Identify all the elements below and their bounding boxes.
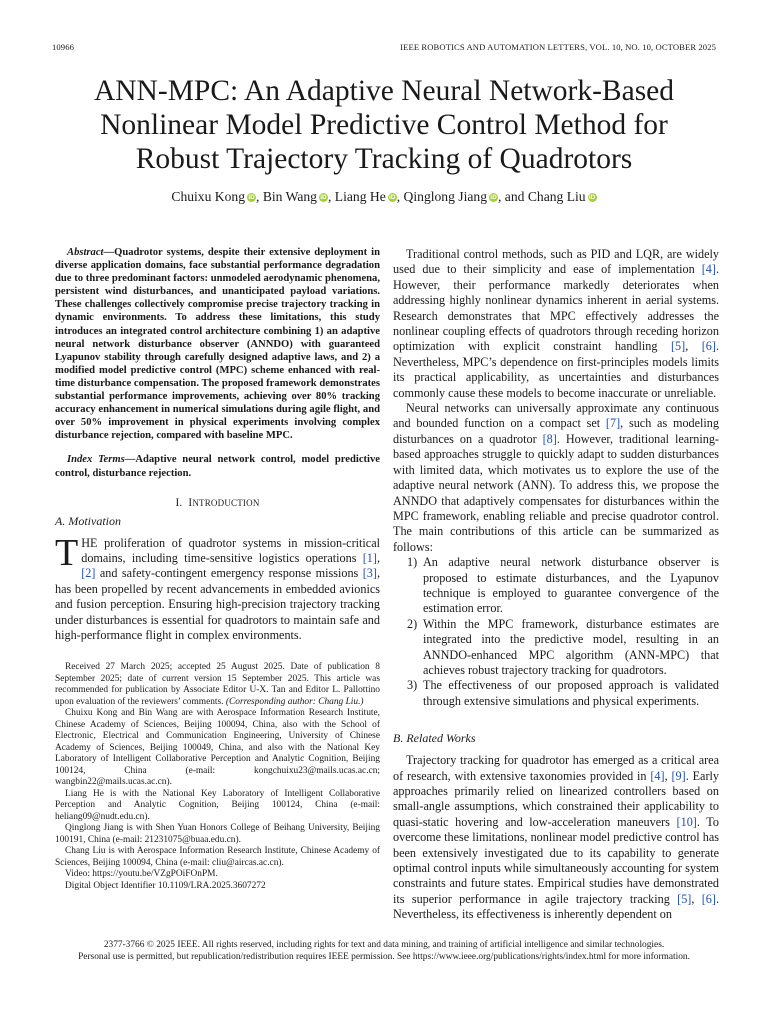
body-text: HE proliferation of quadrotor systems in mission-critical domains, including time-sensitive logistics operations xyxy=(81,535,380,565)
body-text: . However, traditional learning-based approaches struggle to quickly adapt to sudden disturbances with limited data, which motivates us to explore the use of the adaptive neural network (ANN). To address this, we propose the ANNDO that adaptively compensates for disturbances within the MPC framework, enabling reliable and precise quadrotor control. The main contributions of this article can be summarized as follows: xyxy=(393,431,719,554)
orcid-icon[interactable]: iD xyxy=(248,194,255,201)
corresponding-author: (Corresponding author: Chang Liu.) xyxy=(225,696,364,707)
citation-link[interactable]: [6] xyxy=(701,891,716,906)
footnote-video-link[interactable]: Video: https://youtu.be/VZgPOiFOnPM. xyxy=(65,869,218,880)
body-text: . Early approaches primarily relied on linearized controllers based on small-angle assumptions, which constrained their applicability to quasi-static hovering and low-acceleration maneuvers xyxy=(393,768,719,829)
footnote-affiliation: Chuixu Kong and Bin Wang are with Aerospace Information Research Institute, Chinese Academy of Sciences, Beijing 100094, China, also with the School of Electronic, Electrical and Communication Engineering, University of Chinese Academy of Sciences, Beijing 100049, China, and also with the National Key Laboratory of Intelligent Collaborative Perception and Analytic Cognition, Beijing 100124, China (e-mail: kongchuixu23@mails.ucas.ac.cn; wangbin22@mails.ucas.ac.cn). xyxy=(55,708,380,788)
list-number: 3) xyxy=(407,678,418,693)
section-heading-introduction xyxy=(55,497,380,509)
footnote-affiliation: Liang He is with the National Key Laboratory of Intelligent Collaborative Perception and Analytic Cognition, Beijing 100124, China (e-mail: heliang09@nudt.edu.cn). xyxy=(55,788,380,822)
index-terms-dash: — xyxy=(124,454,136,466)
copyright-line: Personal use is permitted, but republication/redistribution requires IEEE permission. See https://www.ieee.org/publications/rights/index.html for more information. xyxy=(78,952,690,962)
body-text: , xyxy=(685,339,702,354)
footnote-doi[interactable]: Digital Object Identifier 10.1109/LRA.2025.3607272 xyxy=(65,880,266,891)
orcid-icon[interactable]: iD xyxy=(490,194,497,201)
body-text: , xyxy=(664,768,672,783)
footnote-affiliation: Chang Liu is with Aerospace Information Research Institute, Chinese Academy of Sciences, Beijing 100094, China (e-mail: cliu@aircas.ac.cn). xyxy=(55,846,380,868)
body-paragraph xyxy=(393,753,719,922)
title-line: Robust Trajectory Tracking of Quadrotors xyxy=(135,143,633,175)
page-number: 10966 xyxy=(52,42,74,52)
copyright-line: 2377-3766 © 2025 IEEE. All rights reserved, including rights for text and data mining, and training of artificial intelligence and similar technologies. xyxy=(103,940,665,950)
citation-link[interactable]: [7] xyxy=(605,416,621,431)
footnote-received xyxy=(55,662,380,708)
citation-link[interactable]: [4] xyxy=(650,768,665,783)
body-text: . Nevertheless, its effectiveness is inherently dependent on xyxy=(393,891,720,922)
list-text: Within the MPC framework, disturbance estimates are integrated into the predictive model, resulting in an ANNDO-enhanced MPC algorithm (ANN-MPC) that achieves robust trajectory tracking for quadrotors. xyxy=(423,616,719,677)
footnote-affiliation: Qinglong Jiang is with Shen Yuan Honors College of Beihang University, Beijing 100191, China (e-mail: 21231075@buaa.edu.cn). xyxy=(55,823,380,845)
citation-link[interactable]: [1] xyxy=(362,551,377,565)
orcid-icon[interactable]: iD xyxy=(588,194,596,201)
footnote-text: Received 27 March 2025; accepted 25 August 2025. Date of publication 8 September 2025; date of current version 15 September 2025. This article was recommended for publication by Associate Editor U-X. Tan and Editor L. Pallottino upon evaluation of the reviewers’ comments. xyxy=(55,662,380,707)
subsection-heading-motivation: A. Motivation xyxy=(55,513,121,528)
abstract-label: Abstract xyxy=(67,247,104,258)
body-paragraph xyxy=(393,247,719,401)
author-list xyxy=(40,189,728,205)
abstract-dash: — xyxy=(103,247,115,258)
citation-link[interactable]: [6] xyxy=(701,339,716,354)
copyright-notice xyxy=(30,939,738,963)
body-text: and safety-contingent emergency response missions xyxy=(95,566,363,581)
citation-link[interactable]: [5] xyxy=(677,891,692,906)
list-text: The effectiveness of our proposed approach is validated through extensive simulations and physical experiments. xyxy=(423,678,719,708)
index-terms xyxy=(55,453,380,479)
citation-link[interactable]: [3] xyxy=(362,566,377,581)
drop-cap: T xyxy=(55,531,79,574)
paper-title xyxy=(40,74,728,176)
author-name[interactable]: Liang He xyxy=(334,189,386,204)
list-number: 2) xyxy=(407,616,418,631)
list-item xyxy=(393,555,719,617)
body-text: Traditional control methods, such as PID and LQR, are widely used due to their simplicity and ease of implementation xyxy=(393,247,719,277)
body-text: , xyxy=(691,891,702,906)
citation-link[interactable]: [10] xyxy=(676,814,697,829)
section-title-rest: NTRODUCTION xyxy=(192,497,260,508)
index-terms-label: Index Terms xyxy=(67,454,125,466)
section-numeral: I. xyxy=(175,496,183,509)
orcid-icon[interactable]: iD xyxy=(389,194,396,201)
body-text: , such as modeling disturbances on a quadrotor xyxy=(393,416,719,446)
author-name[interactable]: Chang Liu xyxy=(527,189,586,204)
body-text: Trajectory tracking for quadrotor has emerged as a critical area of research, with extensive taxonomies provided in xyxy=(393,753,719,783)
citation-link[interactable]: [8] xyxy=(542,431,557,446)
title-line: Nonlinear Model Predictive Control Method for xyxy=(100,109,668,141)
list-text: An adaptive neural network disturbance observer is proposed to estimate disturbances, and the Lyapunov technique is employed to guarantee convergence of the estimation error. xyxy=(423,555,719,616)
title-line: ANN-MPC: An Adaptive Neural Network-Based xyxy=(93,75,675,107)
author-separator: , and xyxy=(498,189,528,204)
body-text: . To overcome these limitations, nonlinear model predictive control has been extensively investigated due to its capability to generate optimal control inputs while simultaneously accounting for system constraints and future states. Empirical studies have demonstrated its superior performance in agile trajectory tracking xyxy=(393,814,719,906)
author-name[interactable]: Bin Wang xyxy=(262,189,317,204)
list-item xyxy=(393,617,719,679)
body-text: . However, their performance markedly deteriorates when addressing highly nonlinear dynamics inherent in aerial systems. Research demonstrates that MPC effectively addresses the nonlinear coupling effects of quadrotors through receding horizon optimization with explicit constraint handling xyxy=(393,262,719,354)
author-separator: , xyxy=(327,189,335,204)
orcid-icon[interactable]: iD xyxy=(320,194,327,201)
body-text: Neural networks can universally approximate any continuous and bounded function on a compact set xyxy=(393,401,719,431)
list-item xyxy=(393,678,719,709)
body-text: , xyxy=(376,551,380,565)
subsection-heading-related-works: B. Related Works xyxy=(393,731,476,746)
index-terms-text: Adaptive neural network control, model predictive control, disturbance rejection. xyxy=(55,454,380,479)
body-text: , has been propelled by recent advancements in embedded avionics and fusion perception. Ensuring high-precision trajectory tracking under disturbances is essential for quadrotors to maintain safe and high-performance flight in complex environments. xyxy=(55,566,380,643)
citation-link[interactable]: [5] xyxy=(670,339,686,354)
abstract-text: Quadrotor systems, despite their extensive deployment in diverse application domains, face substantial performance degradation due to three predominant factors: unmodeled aerodynamic phenomena, persistent wind disturbances, and unanticipated payload variations. These challenges collectively compromise precise trajectory tracking in dynamic environments. To address these limitations, this study introduces an integrated control architecture combining 1) an adaptive neural network disturbance observer (ANNDO) with guaranteed Lyapunov stability through carefully designed adaptive laws, and 2) a modified model predictive control (MPC) scheme enhanced with real-time disturbance compensation. The proposed framework demonstrates substantial performance improvements, achieving over 80% tracking accuracy enhancement in numerical simulations during agile flight, and over 50% improvement in physical experiments involving complex disturbance rejection, compared with baseline MPC. xyxy=(55,247,380,442)
left-column xyxy=(55,246,380,892)
list-number: 1) xyxy=(407,555,418,570)
citation-link[interactable]: [4] xyxy=(701,262,716,277)
right-column xyxy=(393,247,719,923)
citation-link[interactable]: [9] xyxy=(671,768,686,783)
citation-link[interactable]: [2] xyxy=(81,566,96,581)
author-separator: , xyxy=(256,189,263,204)
section-first-letter: I xyxy=(188,496,193,509)
author-separator: , xyxy=(396,189,404,204)
abstract xyxy=(55,246,380,442)
contributions-list xyxy=(393,555,719,709)
body-text: . Nevertheless, MPC’s dependence on first-principles models limits its practical applicability, as uncertainties and disturbances commonly cause these models to become inaccurate or unreliable. xyxy=(393,339,719,400)
footnotes xyxy=(55,662,380,892)
author-name[interactable]: Chuixu Kong xyxy=(171,189,246,204)
journal-header: IEEE ROBOTICS AND AUTOMATION LETTERS, VOL. 10, NO. 10, OCTOBER 2025 xyxy=(400,42,716,52)
body-paragraph xyxy=(393,401,719,555)
author-name[interactable]: Qinglong Jiang xyxy=(403,189,487,204)
motivation-paragraph xyxy=(55,531,380,644)
